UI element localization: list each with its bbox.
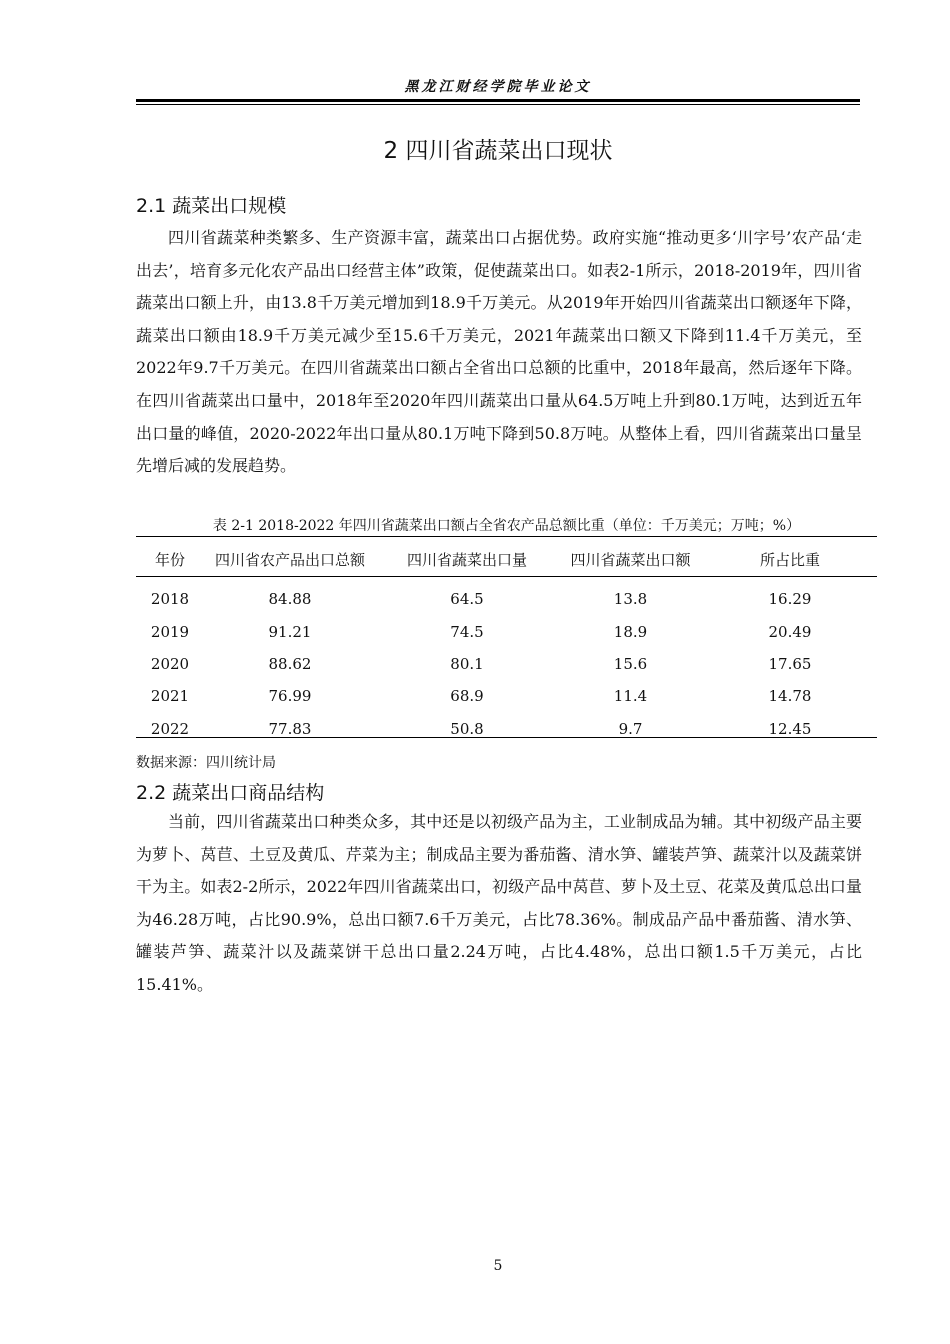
section-title-2-1: 2.1 蔬菜出口规模 [136, 195, 287, 217]
table-cell: 17.65 [768, 654, 812, 673]
export-data-table [136, 545, 877, 745]
running-header: 黑龙江财经学院毕业论文 [404, 79, 592, 95]
table-row [136, 615, 877, 647]
table-header-row [136, 545, 877, 583]
table-cell: 84.88 [268, 590, 312, 609]
table-cell: 91.21 [268, 622, 312, 641]
paragraph-export-scale: 四川省蔬菜种类繁多、生产资源丰富，蔬菜出口占据优势。政府实施“推动更多‘川字号’农产品‘走出去’，培育多元化农产品出口经营主体”政策，促使蔬菜出口。如表2-1所示，2018-2019年，四川省蔬菜出口额上升，由13.8千万美元增加到18.9千万美元。从2019年开始四川省蔬菜出口额逐年下降，蔬菜出口额由18.9千万美元减少至15.6千万美元，2021年蔬菜出口额又下降到11.4千万美元，至2022年9.7千万美元。在四川省蔬菜出口额占全省出口总额的比重中，2018年最高，然后逐年下降。在四川省蔬菜出口量中，2018年至2020年四川蔬菜出口量从64.5万吨上升到80.1万吨，达到近五年出口量的峰值，2020-2022年出口量从80.1万吨下降到50.8万吨。从整体上看，四川省蔬菜出口量呈先增后减的发展趋势。 [136, 228, 862, 476]
table-row [136, 713, 877, 745]
table-cell: 80.1 [450, 654, 484, 673]
table-cell: 74.5 [450, 622, 484, 641]
column-header: 所占比重 [759, 551, 820, 569]
table-row [136, 648, 877, 680]
table-cell: 64.5 [450, 590, 484, 609]
column-header: 四川省蔬菜出口额 [570, 551, 691, 569]
table-cell: 76.99 [268, 687, 312, 706]
table-row [136, 680, 877, 712]
table-row [136, 583, 877, 615]
table-cell: 9.7 [618, 719, 643, 738]
table-top-rule [136, 536, 877, 537]
table-cell: 12.45 [768, 719, 812, 738]
chapter-title: 2 四川省蔬菜出口现状 [383, 138, 613, 164]
column-header: 四川省农产品出口总额 [214, 551, 365, 569]
table-cell: 18.9 [613, 622, 648, 641]
table-cell: 77.83 [268, 719, 312, 738]
table-cell: 11.4 [613, 687, 648, 706]
table-cell: 68.9 [450, 687, 484, 706]
table-source-note: 数据来源：四川统计局 [136, 755, 276, 771]
header-rule-thick [136, 99, 860, 102]
column-header: 年份 [154, 551, 185, 569]
table-cell: 50.8 [450, 719, 484, 738]
table-cell: 2019 [150, 622, 190, 641]
table-cell: 13.8 [613, 590, 648, 609]
table-cell: 14.78 [768, 687, 812, 706]
table-cell: 2022 [150, 719, 190, 738]
table-cell: 88.62 [268, 654, 312, 673]
table-cell: 2021 [150, 687, 190, 706]
column-header: 四川省蔬菜出口量 [406, 551, 527, 569]
table-cell: 2020 [150, 654, 190, 673]
table-cell: 15.6 [613, 654, 648, 673]
section-title-2-2: 2.2 蔬菜出口商品结构 [136, 782, 325, 804]
table-cell: 16.29 [768, 590, 812, 609]
paragraph-export-structure: 当前，四川省蔬菜出口种类众多，其中还是以初级产品为主，工业制成品为辅。其中初级产品主要为萝卜、莴苣、土豆及黄瓜、芹菜为主；制成品主要为番茄酱、清水笋、罐装芦笋、蔬菜汁以及蔬菜饼干为主。如表2-2所示，2022年四川省蔬菜出口，初级产品中莴苣、萝卜及土豆、花菜及黄瓜总出口量为46.28万吨，占比90.9%，总出口额7.6千万美元，占比78.36%。制成品产品中番茄酱、清水笋、罐装芦笋、蔬菜汁以及蔬菜饼干总出口量2.24万吨，占比4.48%，总出口额1.5千万美元，占比15.41%。 [136, 812, 862, 994]
table-cell: 20.49 [768, 622, 812, 641]
page-number: 5 [493, 1258, 503, 1274]
header-rule-thin [136, 104, 860, 105]
table-cell: 2018 [150, 590, 190, 609]
table-caption: 表 2-1 2018-2022 年四川省蔬菜出口额占全省农产品总额比重（单位：千万美元；万吨；%） [212, 518, 801, 534]
